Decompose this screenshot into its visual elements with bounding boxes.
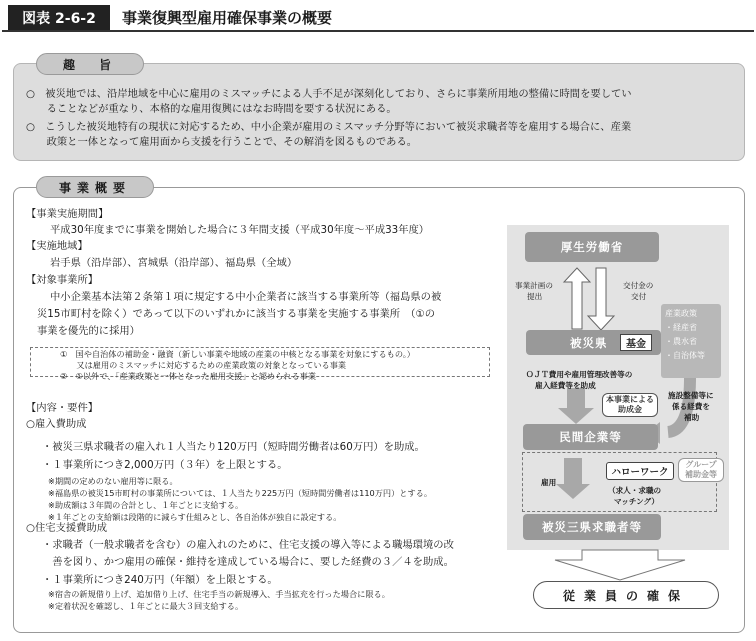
group-subsidy-box [678, 458, 724, 482]
figure-number: 図表 2-6-2 [8, 5, 110, 30]
target-heading: 【対象事業所】 [26, 274, 99, 286]
mhlw-node: 厚生労働省 [525, 232, 659, 262]
pref-label: 被災県 [570, 335, 608, 350]
purpose-line: 政策と一体となって雇用面から支援を行うことで、その解消を図るものである。 [26, 136, 418, 148]
target-note: ② ①以外で、「産業政策と一体となった雇用支援」と認められる事業 [60, 371, 317, 381]
purpose-label: 趣 旨 [36, 53, 144, 75]
target-line: 災15市町村を除く）であって以下のいずれかに該当する事業を実施する事業所 （①の [37, 308, 436, 320]
facility-label: 係る経費を [672, 402, 710, 411]
policy-item: ・自治体等 [665, 351, 705, 360]
plan-submit-label: 提出 [527, 292, 543, 301]
grant-label: 交付 [631, 292, 647, 301]
group-subsidy-line: 補助金等 [685, 470, 717, 479]
grant-label: 交付金の [623, 281, 654, 290]
purpose-line: ○ こうした被災地特有の現状に対応するため、中小企業が雇用のミスマッチ分野等において被災求職者等を雇用する場合に、産業 [26, 121, 632, 133]
housing-line: ・求職者（一般求職者を含む）の雇入れのために、住宅支援の導入等による職場環境の改 [42, 539, 454, 551]
industrial-policy-box [661, 304, 721, 378]
dept-note-box [602, 393, 658, 417]
down-arrow-icon [588, 268, 614, 330]
plan-submit-label: 事業計画の [515, 281, 553, 290]
hellowork-box: ハローワーク [606, 462, 674, 480]
subsidy-label: 雇入経費等を助成 [535, 381, 596, 390]
hire-note: ※期間の定めのない雇用等に限る。 [48, 476, 178, 486]
housing-note: ※定着状況を確認し、１年ごとに最大３回支給する。 [48, 601, 244, 611]
purpose-line: ることなどが重なり、本格的な雇用復興にはなお時間を要する状況にある。 [26, 103, 397, 115]
hire-line: ・被災三県求職者の雇入れ１人当たり120万円（短時間労働者は60万円）を助成。 [42, 441, 425, 453]
matching-label: （求人・求職の [608, 486, 662, 495]
policy-item: ・農水省 [665, 337, 697, 346]
hire-note: ※１年ごとの支給額は段階的に減らす仕組みとし、各自治体が独自に設定する。 [48, 512, 342, 522]
period-text: 平成30年度までに事業を開始した場合に３年間支援（平成30年度〜平成33年度） [50, 224, 430, 236]
housing-line: 善を図り、かつ雇用の確保・維持を達成している場合に、要した経費の３／４を助成。 [42, 556, 454, 568]
dept-note-line: 助成金 [618, 405, 642, 414]
target-note: 又は雇用のミスマッチに対応するための産業政策の対象となっている事業 [60, 360, 347, 370]
company-node: 民間企業等 [523, 424, 658, 450]
figure-title: 事業復興型雇用確保事業の概要 [122, 9, 333, 27]
housing-note: ※宿舎の新規借り上げ、追加借り上げ、住宅手当の新規導入、手当拡充を行った場合に限る。 [48, 589, 390, 599]
purpose-line: ○ 被災地では、沿岸地域を中心に雇用のミスマッチによる人手不足が深刻化しており、さらに事業所用地の整備に時間を要してい [26, 88, 632, 100]
matching-label: マッチング） [614, 497, 659, 506]
hire-line: ・１事業所につき2,000万円（３年）を上限とする。 [42, 459, 288, 471]
subsidy-label: ＯＪＴ費用や雇用管理改善等の [526, 370, 633, 379]
facility-label: 施設整備等に [668, 391, 714, 400]
target-line: 事業を優先的に採用） [37, 325, 140, 337]
area-heading: 【実施地域】 [26, 240, 88, 252]
period-heading: 【事業実施期間】 [26, 208, 109, 220]
facility-label: 補助 [684, 413, 700, 422]
dept-note-line: 本事業による [606, 395, 654, 404]
hire-heading: ○雇入費助成 [26, 418, 87, 430]
housing-heading: ○住宅支援費助成 [26, 522, 108, 534]
group-subsidy-line: グループ [685, 460, 717, 469]
content-heading: 【内容・要件】 [26, 402, 99, 414]
hire-note: ※福島県の被災15市町村の事業所については、１人当たり225万円（短時間労働者は110万円）とする。 [48, 488, 433, 498]
target-note: ① 国や自治体の補助金・融資（新しい事業や地域の産業の中核となる事業を対象にするもの。） [60, 349, 415, 359]
up-arrow-icon [564, 268, 590, 329]
hire-label: 雇用 [541, 478, 557, 487]
housing-line: ・１事業所につき240万円（年額）を上限とする。 [42, 574, 278, 586]
policy-heading: 産業政策 [665, 309, 697, 318]
target-line: 中小企業基本法第２条第１項に規定する中小企業者に該当する事業所等（福島県の被 [50, 291, 442, 303]
overview-label: 事業概要 [36, 176, 154, 198]
area-text: 岩手県（沿岸部）、宮城県（沿岸部）、福島県（全域） [50, 257, 298, 269]
down-arrow-icon [555, 550, 685, 580]
down-arrow-icon [558, 388, 594, 424]
policy-item: ・経産省 [665, 323, 697, 332]
employee-securing-box: 従業員の確保 [533, 581, 719, 609]
jobseekers-node: 被災三県求職者等 [523, 514, 661, 540]
hire-note: ※助成額は３年間の合計とし、１年ごとに支給する。 [48, 500, 244, 510]
fund-badge: 基金 [620, 334, 652, 351]
